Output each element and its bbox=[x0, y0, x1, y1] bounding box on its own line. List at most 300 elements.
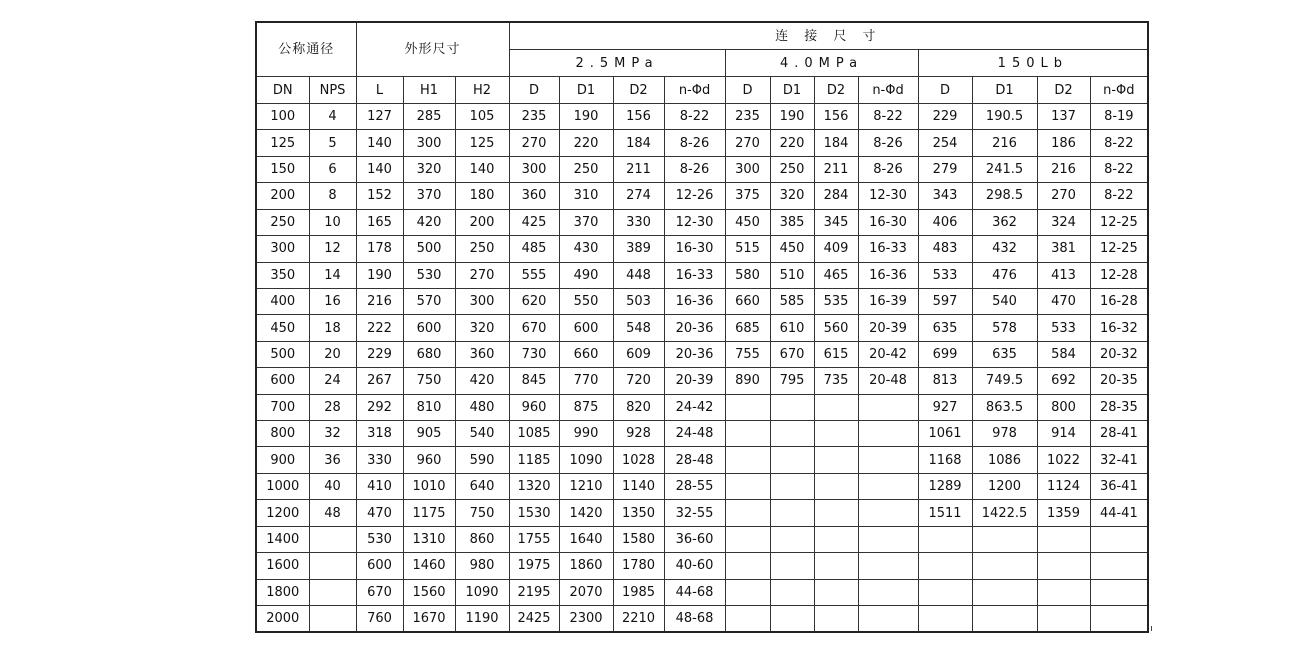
table-cell: 448 bbox=[613, 262, 664, 288]
table-cell: 241.5 bbox=[972, 156, 1037, 182]
table-row bbox=[256, 288, 1148, 314]
table-cell: 1022 bbox=[1037, 447, 1090, 473]
table-cell: 900 bbox=[256, 447, 309, 473]
table-cell: 420 bbox=[403, 209, 455, 235]
table-cell: 749.5 bbox=[972, 368, 1037, 394]
table-cell: 16-28 bbox=[1090, 288, 1148, 314]
table-cell: 16-30 bbox=[858, 209, 918, 235]
table-cell: 570 bbox=[403, 288, 455, 314]
table-cell: 533 bbox=[1037, 315, 1090, 341]
table-cell: 360 bbox=[509, 183, 559, 209]
table-row bbox=[256, 473, 1148, 499]
table-cell: 200 bbox=[455, 209, 509, 235]
table-cell: 320 bbox=[403, 156, 455, 182]
table-cell bbox=[1037, 526, 1090, 552]
table-cell bbox=[858, 447, 918, 473]
table-row bbox=[256, 183, 1148, 209]
table-cell: 1310 bbox=[403, 526, 455, 552]
table-cell: 660 bbox=[559, 341, 613, 367]
table-cell: 590 bbox=[455, 447, 509, 473]
table-cell: 44-41 bbox=[1090, 500, 1148, 526]
table-cell: 500 bbox=[403, 236, 455, 262]
table-cell: 540 bbox=[455, 421, 509, 447]
table-cell bbox=[1037, 579, 1090, 605]
table-cell: 990 bbox=[559, 421, 613, 447]
table-cell: 18 bbox=[309, 315, 356, 341]
table-cell: 2195 bbox=[509, 579, 559, 605]
table-cell: 680 bbox=[403, 341, 455, 367]
table-cell bbox=[725, 526, 770, 552]
table-cell bbox=[858, 553, 918, 579]
table-row bbox=[256, 341, 1148, 367]
table-cell: 40 bbox=[309, 473, 356, 499]
table-row bbox=[256, 579, 1148, 605]
table-row bbox=[256, 447, 1148, 473]
table-cell: 12 bbox=[309, 236, 356, 262]
table-cell bbox=[770, 606, 814, 632]
table-cell: 8-22 bbox=[664, 104, 725, 130]
table-cell bbox=[1037, 553, 1090, 579]
table-cell: 600 bbox=[356, 553, 403, 579]
table-cell: 324 bbox=[1037, 209, 1090, 235]
table-cell: 560 bbox=[814, 315, 858, 341]
column-header: n-Φd bbox=[664, 77, 725, 104]
table-cell bbox=[770, 421, 814, 447]
table-cell: 32-41 bbox=[1090, 447, 1148, 473]
table-cell: 24 bbox=[309, 368, 356, 394]
table-cell: 760 bbox=[356, 606, 403, 632]
table-cell bbox=[814, 526, 858, 552]
table-cell bbox=[858, 606, 918, 632]
table-cell: 270 bbox=[725, 130, 770, 156]
table-cell: 890 bbox=[725, 368, 770, 394]
table-cell: 156 bbox=[814, 104, 858, 130]
table-cell: 700 bbox=[256, 394, 309, 420]
table-cell: 16 bbox=[309, 288, 356, 314]
table-cell: 685 bbox=[725, 315, 770, 341]
table-cell bbox=[814, 579, 858, 605]
table-cell: 12-28 bbox=[1090, 262, 1148, 288]
table-cell: 362 bbox=[972, 209, 1037, 235]
column-header: n-Φd bbox=[858, 77, 918, 104]
table-cell: 1860 bbox=[559, 553, 613, 579]
table-cell: 483 bbox=[918, 236, 972, 262]
table-cell bbox=[814, 447, 858, 473]
table-cell: 978 bbox=[972, 421, 1037, 447]
table-cell: 16-36 bbox=[858, 262, 918, 288]
table-cell bbox=[918, 526, 972, 552]
table-cell: 200 bbox=[256, 183, 309, 209]
header-group-4-0mpa: 4.0MPa bbox=[725, 50, 918, 77]
table-cell bbox=[725, 579, 770, 605]
table-cell: 216 bbox=[972, 130, 1037, 156]
table-cell bbox=[972, 526, 1037, 552]
table-cell: 465 bbox=[814, 262, 858, 288]
table-cell: 1168 bbox=[918, 447, 972, 473]
table-cell bbox=[770, 394, 814, 420]
table-cell: 190.5 bbox=[972, 104, 1037, 130]
table-cell bbox=[858, 500, 918, 526]
table-cell: 750 bbox=[455, 500, 509, 526]
table-cell: 389 bbox=[613, 236, 664, 262]
header-connection-dimensions: 连 接 尺 寸 bbox=[509, 22, 1148, 50]
table-cell bbox=[858, 394, 918, 420]
table-cell: 432 bbox=[972, 236, 1037, 262]
table-cell bbox=[814, 500, 858, 526]
column-header: DN bbox=[256, 77, 309, 104]
table-cell: 10 bbox=[309, 209, 356, 235]
table-cell bbox=[1090, 579, 1148, 605]
table-cell: 490 bbox=[559, 262, 613, 288]
table-cell: 20-35 bbox=[1090, 368, 1148, 394]
table-cell: 270 bbox=[1037, 183, 1090, 209]
table-row bbox=[256, 156, 1148, 182]
table-cell: 1086 bbox=[972, 447, 1037, 473]
table-cell: 186 bbox=[1037, 130, 1090, 156]
column-header: NPS bbox=[309, 77, 356, 104]
table-cell: 450 bbox=[770, 236, 814, 262]
table-cell: 1210 bbox=[559, 473, 613, 499]
table-cell: 300 bbox=[509, 156, 559, 182]
table-cell: 450 bbox=[256, 315, 309, 341]
table-cell: 12-25 bbox=[1090, 236, 1148, 262]
table-cell: 32 bbox=[309, 421, 356, 447]
table-cell: 960 bbox=[403, 447, 455, 473]
table-cell bbox=[858, 526, 918, 552]
table-cell: 750 bbox=[403, 368, 455, 394]
table-cell: 610 bbox=[770, 315, 814, 341]
table-cell: 720 bbox=[613, 368, 664, 394]
table-cell bbox=[1037, 606, 1090, 632]
table-cell: 36-60 bbox=[664, 526, 725, 552]
table-cell: 300 bbox=[725, 156, 770, 182]
table-cell: 1090 bbox=[455, 579, 509, 605]
table-cell: 406 bbox=[918, 209, 972, 235]
table-cell: 8-26 bbox=[858, 130, 918, 156]
table-cell bbox=[309, 526, 356, 552]
table-cell: 770 bbox=[559, 368, 613, 394]
table-cell: 16-32 bbox=[1090, 315, 1148, 341]
table-cell bbox=[1090, 553, 1148, 579]
table-cell: 235 bbox=[725, 104, 770, 130]
table-cell bbox=[309, 579, 356, 605]
table-cell: 140 bbox=[356, 130, 403, 156]
table-cell: 470 bbox=[1037, 288, 1090, 314]
table-cell: 150 bbox=[256, 156, 309, 182]
table-cell bbox=[309, 553, 356, 579]
table-cell: 1600 bbox=[256, 553, 309, 579]
table-cell: 450 bbox=[725, 209, 770, 235]
table-cell: 12-30 bbox=[858, 183, 918, 209]
table-cell: 235 bbox=[509, 104, 559, 130]
table-cell: 1985 bbox=[613, 579, 664, 605]
table-cell: 584 bbox=[1037, 341, 1090, 367]
table-body bbox=[256, 104, 1148, 633]
table-cell: 220 bbox=[559, 130, 613, 156]
table-row bbox=[256, 262, 1148, 288]
table-cell bbox=[309, 606, 356, 632]
table-cell: 905 bbox=[403, 421, 455, 447]
table-cell: 370 bbox=[403, 183, 455, 209]
table-cell: 216 bbox=[356, 288, 403, 314]
table-cell: 298.5 bbox=[972, 183, 1037, 209]
table-cell: 14 bbox=[309, 262, 356, 288]
table-cell: 310 bbox=[559, 183, 613, 209]
table-cell bbox=[725, 394, 770, 420]
table-cell bbox=[972, 579, 1037, 605]
table-cell: 127 bbox=[356, 104, 403, 130]
table-cell: 800 bbox=[1037, 394, 1090, 420]
table-cell: 1140 bbox=[613, 473, 664, 499]
table-cell: 229 bbox=[356, 341, 403, 367]
table-cell: 190 bbox=[770, 104, 814, 130]
table-cell: 300 bbox=[455, 288, 509, 314]
table-cell: 140 bbox=[356, 156, 403, 182]
column-header: D bbox=[725, 77, 770, 104]
table-cell: 8-22 bbox=[1090, 156, 1148, 182]
table-row bbox=[256, 368, 1148, 394]
table-cell bbox=[814, 473, 858, 499]
table-cell: 813 bbox=[918, 368, 972, 394]
table-cell: 1061 bbox=[918, 421, 972, 447]
table-cell: 503 bbox=[613, 288, 664, 314]
table-cell: 400 bbox=[256, 288, 309, 314]
table-cell: 28-55 bbox=[664, 473, 725, 499]
header-group-150lb: 150Lb bbox=[918, 50, 1148, 77]
table-row bbox=[256, 104, 1148, 130]
table-cell: 125 bbox=[455, 130, 509, 156]
table-cell: 670 bbox=[509, 315, 559, 341]
table-cell: 16-36 bbox=[664, 288, 725, 314]
table-cell: 12-25 bbox=[1090, 209, 1148, 235]
table-cell: 1755 bbox=[509, 526, 559, 552]
table-cell: 2000 bbox=[256, 606, 309, 632]
table-cell bbox=[770, 526, 814, 552]
table-cell bbox=[918, 579, 972, 605]
table-cell: 578 bbox=[972, 315, 1037, 341]
column-header: n-Φd bbox=[1090, 77, 1148, 104]
table-cell: 16-33 bbox=[664, 262, 725, 288]
table-cell: 12-26 bbox=[664, 183, 725, 209]
table-cell bbox=[1090, 606, 1148, 632]
table-cell bbox=[770, 579, 814, 605]
table-cell bbox=[814, 553, 858, 579]
table-row bbox=[256, 394, 1148, 420]
header-nominal-diameter: 公称通径 bbox=[256, 22, 356, 77]
table-cell: 48-68 bbox=[664, 606, 725, 632]
table-cell: 4 bbox=[309, 104, 356, 130]
table-cell: 156 bbox=[613, 104, 664, 130]
table-cell: 470 bbox=[356, 500, 403, 526]
table-cell: 20-39 bbox=[858, 315, 918, 341]
table-cell: 330 bbox=[613, 209, 664, 235]
table-cell: 635 bbox=[972, 341, 1037, 367]
header-group-2-5mpa: 2.5MPa bbox=[509, 50, 725, 77]
table-cell: 16-30 bbox=[664, 236, 725, 262]
table-cell: 510 bbox=[770, 262, 814, 288]
table-cell: 284 bbox=[814, 183, 858, 209]
table-cell: 184 bbox=[814, 130, 858, 156]
table-cell: 125 bbox=[256, 130, 309, 156]
table-cell: 222 bbox=[356, 315, 403, 341]
table-cell: 36 bbox=[309, 447, 356, 473]
table-cell: 600 bbox=[403, 315, 455, 341]
table-cell bbox=[858, 473, 918, 499]
table-cell bbox=[770, 473, 814, 499]
table-cell: 28-35 bbox=[1090, 394, 1148, 420]
table-cell: 48 bbox=[309, 500, 356, 526]
table-cell: 515 bbox=[725, 236, 770, 262]
table-cell bbox=[918, 553, 972, 579]
table-row bbox=[256, 500, 1148, 526]
table-cell: 20-42 bbox=[858, 341, 918, 367]
column-header: H2 bbox=[455, 77, 509, 104]
table-cell: 1200 bbox=[256, 500, 309, 526]
table-cell: 300 bbox=[256, 236, 309, 262]
table-cell: 20-48 bbox=[858, 368, 918, 394]
table-row bbox=[256, 421, 1148, 447]
column-header: D2 bbox=[613, 77, 664, 104]
table-cell: 550 bbox=[559, 288, 613, 314]
table-cell: 216 bbox=[1037, 156, 1090, 182]
table-cell: 178 bbox=[356, 236, 403, 262]
table-cell: 330 bbox=[356, 447, 403, 473]
table-cell: 190 bbox=[559, 104, 613, 130]
table-cell: 1580 bbox=[613, 526, 664, 552]
table-cell: 28-48 bbox=[664, 447, 725, 473]
table-cell bbox=[814, 394, 858, 420]
column-header: D1 bbox=[559, 77, 613, 104]
table-cell: 345 bbox=[814, 209, 858, 235]
table-cell: 1124 bbox=[1037, 473, 1090, 499]
table-cell: 420 bbox=[455, 368, 509, 394]
table-cell bbox=[725, 553, 770, 579]
table-cell: 292 bbox=[356, 394, 403, 420]
table-cell: 16-33 bbox=[858, 236, 918, 262]
table-cell: 845 bbox=[509, 368, 559, 394]
table-cell: 699 bbox=[918, 341, 972, 367]
table-cell: 530 bbox=[403, 262, 455, 288]
valve-dimension-sheet bbox=[255, 21, 1147, 633]
table-cell: 425 bbox=[509, 209, 559, 235]
table-cell: 1090 bbox=[559, 447, 613, 473]
table-cell: 413 bbox=[1037, 262, 1090, 288]
table-cell: 137 bbox=[1037, 104, 1090, 130]
table-cell: 1460 bbox=[403, 553, 455, 579]
table-cell: 8 bbox=[309, 183, 356, 209]
table-cell: 267 bbox=[356, 368, 403, 394]
table-cell: 165 bbox=[356, 209, 403, 235]
table-cell: 211 bbox=[814, 156, 858, 182]
table-cell: 8-26 bbox=[858, 156, 918, 182]
table-cell: 5 bbox=[309, 130, 356, 156]
table-cell: 540 bbox=[972, 288, 1037, 314]
table-cell bbox=[770, 500, 814, 526]
table-cell: 476 bbox=[972, 262, 1037, 288]
table-cell: 1975 bbox=[509, 553, 559, 579]
header-row-top bbox=[256, 22, 1148, 50]
table-cell: 609 bbox=[613, 341, 664, 367]
table-cell: 279 bbox=[918, 156, 972, 182]
table-cell: 320 bbox=[770, 183, 814, 209]
table-cell: 8-22 bbox=[1090, 130, 1148, 156]
table-cell: 810 bbox=[403, 394, 455, 420]
table-cell: 580 bbox=[725, 262, 770, 288]
table-cell: 20-36 bbox=[664, 315, 725, 341]
table-cell bbox=[1090, 526, 1148, 552]
table-cell: 1320 bbox=[509, 473, 559, 499]
table-cell: 860 bbox=[455, 526, 509, 552]
table-cell: 535 bbox=[814, 288, 858, 314]
table-cell: 2425 bbox=[509, 606, 559, 632]
table-cell: 6 bbox=[309, 156, 356, 182]
table-cell: 1420 bbox=[559, 500, 613, 526]
table-cell: 105 bbox=[455, 104, 509, 130]
table-cell: 670 bbox=[356, 579, 403, 605]
table-cell: 180 bbox=[455, 183, 509, 209]
table-cell bbox=[770, 553, 814, 579]
table-cell: 1175 bbox=[403, 500, 455, 526]
table-cell: 1028 bbox=[613, 447, 664, 473]
table-cell: 960 bbox=[509, 394, 559, 420]
table-cell: 229 bbox=[918, 104, 972, 130]
table-cell: 20-32 bbox=[1090, 341, 1148, 367]
table-cell bbox=[858, 421, 918, 447]
table-cell bbox=[858, 579, 918, 605]
table-cell: 530 bbox=[356, 526, 403, 552]
valve-dimension-table bbox=[255, 21, 1149, 633]
table-cell: 1000 bbox=[256, 473, 309, 499]
table-cell: 1085 bbox=[509, 421, 559, 447]
table-cell: 254 bbox=[918, 130, 972, 156]
table-cell: 211 bbox=[613, 156, 664, 182]
table-cell: 670 bbox=[770, 341, 814, 367]
table-cell: 430 bbox=[559, 236, 613, 262]
table-row bbox=[256, 130, 1148, 156]
table-cell: 755 bbox=[725, 341, 770, 367]
table-cell: 8-26 bbox=[664, 130, 725, 156]
table-cell: 274 bbox=[613, 183, 664, 209]
table-row bbox=[256, 209, 1148, 235]
table-cell: 381 bbox=[1037, 236, 1090, 262]
table-cell: 500 bbox=[256, 341, 309, 367]
table-row bbox=[256, 315, 1148, 341]
table-cell: 8-26 bbox=[664, 156, 725, 182]
table-cell: 533 bbox=[918, 262, 972, 288]
table-cell: 620 bbox=[509, 288, 559, 314]
table-cell: 1530 bbox=[509, 500, 559, 526]
table-row bbox=[256, 236, 1148, 262]
table-row bbox=[256, 606, 1148, 632]
table-cell: 375 bbox=[725, 183, 770, 209]
table-cell: 480 bbox=[455, 394, 509, 420]
table-cell: 385 bbox=[770, 209, 814, 235]
table-cell: 40-60 bbox=[664, 553, 725, 579]
table-cell: 409 bbox=[814, 236, 858, 262]
table-cell: 1010 bbox=[403, 473, 455, 499]
table-cell: 555 bbox=[509, 262, 559, 288]
table-cell: 343 bbox=[918, 183, 972, 209]
table-cell: 350 bbox=[256, 262, 309, 288]
table-cell: 597 bbox=[918, 288, 972, 314]
table-cell: 28 bbox=[309, 394, 356, 420]
table-cell: 485 bbox=[509, 236, 559, 262]
table-cell: 318 bbox=[356, 421, 403, 447]
table-cell: 8-22 bbox=[858, 104, 918, 130]
table-cell: 12-30 bbox=[664, 209, 725, 235]
column-header: D1 bbox=[770, 77, 814, 104]
table-cell: 360 bbox=[455, 341, 509, 367]
